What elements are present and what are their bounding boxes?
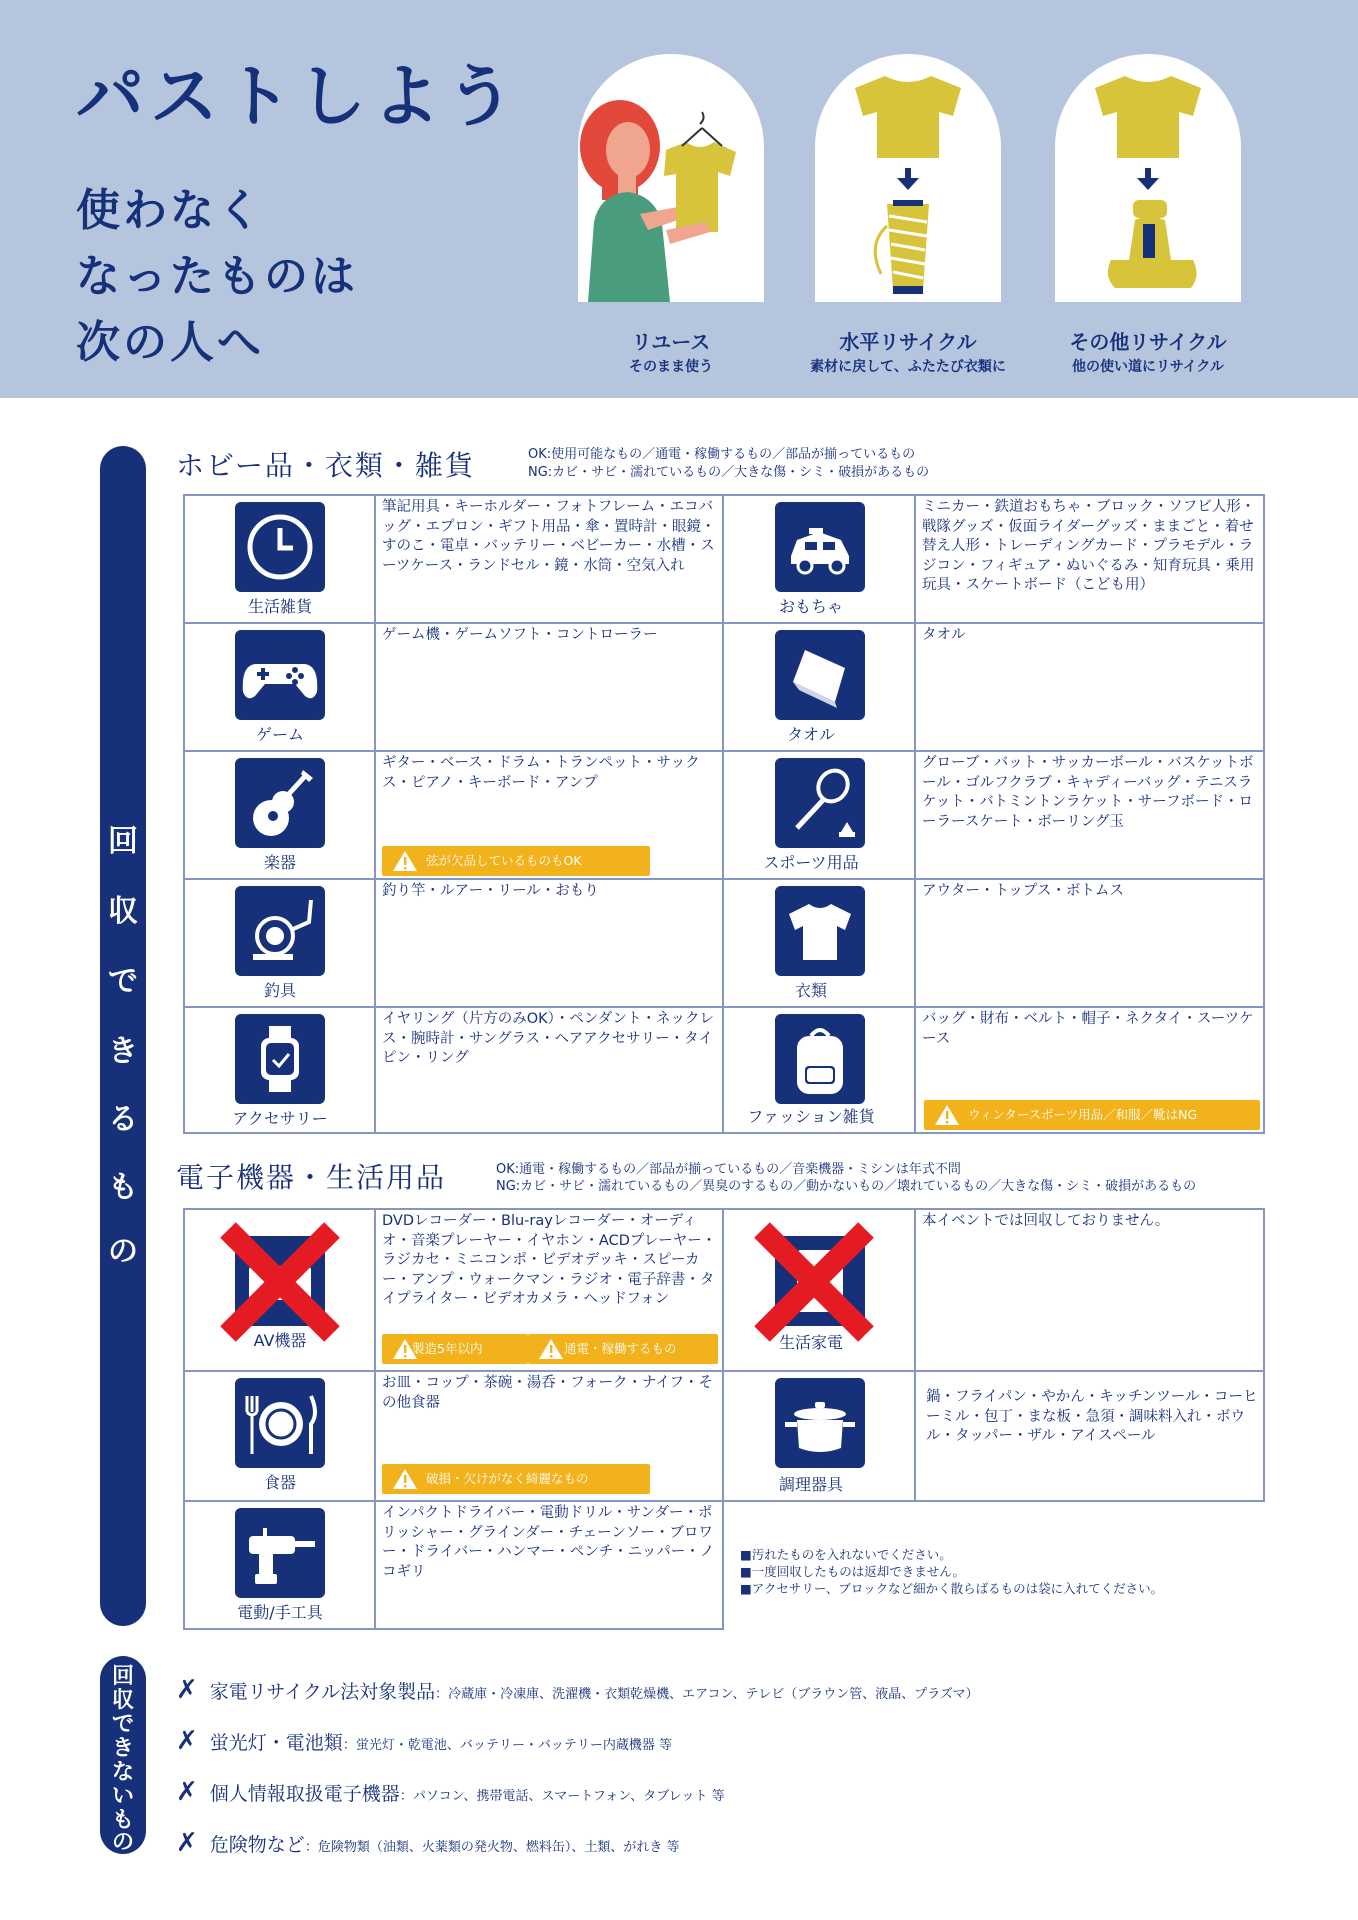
side-char: る [108, 1102, 138, 1137]
x-mark-icon: ✗ [176, 1675, 198, 1705]
not-collectable-item: ✗ 個人情報取扱電子機器：パソコン、携帯電話、スマートフォン、タブレット 等 [176, 1777, 725, 1807]
reuse-title: リユース [631, 330, 711, 354]
cross-mark-icon [752, 1220, 876, 1344]
item-desc: 本イベントでは回収しておりません。 [922, 1213, 1170, 1229]
clock-icon [235, 502, 325, 592]
warning-badge [924, 1100, 1260, 1130]
reuse-illustration [578, 54, 764, 302]
item-label: ファッション雑貨 [747, 1107, 875, 1126]
warning-text: 通電・稼働するもの [564, 1341, 677, 1356]
cross-mark-icon [218, 1220, 342, 1344]
shirt-to-car-seat-icon [1055, 54, 1241, 302]
warning-icon [538, 1338, 564, 1360]
side-char: も [108, 1170, 138, 1205]
warning-badge [528, 1334, 718, 1364]
page-subtitle [76, 178, 358, 376]
item-label: 調理器具 [778, 1475, 843, 1494]
side-char: で [108, 964, 138, 999]
note-line: ■アクセサリー、ブロックなど細かく散らばるものは袋に入れてください。 [740, 1581, 1164, 1596]
warning-text: 破損・欠けがなく綺麗なもの [426, 1471, 589, 1486]
side-char: も [111, 1808, 134, 1833]
item-desc: DVDレコーダー・Blu-rayレコーダー・オーディオ・音楽プレーヤー・イヤホン・ACDプレーヤー・ラジカセ・ミニコンポ・ビデオデッキ・スピーカー・アンプ・ウォークマン・ラジオ・電子辞書・タイプライター・ビデオカメラ・ヘッドフォン [382, 1213, 717, 1307]
subtitle-line: 使わなく [76, 185, 264, 236]
warning-text: ウィンタースポーツ用品／和服／靴はNG [968, 1107, 1198, 1122]
side-char: い [111, 1784, 134, 1809]
side-char: で [111, 1712, 134, 1737]
item-label: ゲーム [255, 725, 304, 744]
reuse-subtitle: そのまま使う [629, 359, 713, 375]
item-label: スポーツ用品 [763, 853, 859, 872]
tableware-icon [235, 1378, 325, 1468]
badminton-icon [775, 758, 865, 848]
item-label: おもちゃ [778, 597, 843, 616]
guitar-icon [235, 758, 325, 848]
item-desc: ミニカー・鉄道おもちゃ・ブロック・ソフビ人形・戦隊グッズ・仮面ライダーグッズ・ままごと・着せ替え人形・トレーディングカード・プラモデル・ラジコン・フィギュア・ぬいぐるみ・知育玩具・乗用玩具・スケートボード（こども用） [922, 499, 1256, 593]
section-hobby-ng: NG:カビ・サビ・濡れているもの／大きな傷・シミ・破損があるもの [528, 465, 930, 480]
other-recycle-illustration [1055, 54, 1241, 302]
side-char: 収 [111, 1688, 134, 1713]
section-electronics-title: 電子機器・生活用品 [176, 1161, 447, 1194]
section-electronics-ok: OK:通電・稼働するもの／部品が揃っているもの／音楽機器・ミシンは年式不問 [496, 1162, 961, 1177]
toy-car-icon [775, 502, 865, 592]
x-mark-icon: ✗ [176, 1828, 198, 1858]
item-label: 生活雑貨 [247, 597, 312, 616]
item-label: タオル [786, 725, 835, 744]
warning-badge [382, 1464, 650, 1494]
other-recycle-subtitle: 他の使い道にリサイクル [1071, 359, 1225, 375]
item-desc: 鍋・フライパン・やかん・キッチンツール・コーヒーミル・包丁・まな板・急須・調味料入れ・ボウル・タッパー・ザル・アイスペール [926, 1389, 1258, 1444]
warning-icon [934, 1104, 960, 1126]
side-char: の [111, 1830, 134, 1855]
other-recycle-title: その他リサイクル [1069, 330, 1227, 354]
woman-with-shirt-icon [578, 54, 764, 302]
section-hobby-title: ホビー品・衣類・雑貨 [176, 449, 475, 482]
item-desc: タオル [922, 627, 966, 643]
x-mark-icon: ✗ [176, 1726, 198, 1756]
side-char: な [111, 1760, 134, 1785]
item-label: 衣類 [794, 981, 827, 1000]
item-label: 食器 [263, 1473, 296, 1492]
side-char: 収 [108, 894, 138, 929]
notes-list [740, 1546, 1260, 1597]
not-collectable-item: ✗ 危険物など：危険物類（油類、火薬類の発火物、燃料缶）、土類、がれき 等 [176, 1828, 680, 1858]
not-collectable-item: ✗ 家電リサイクル法対象製品：冷蔵庫・冷凍庫、洗濯機・衣類乾燥機、エアコン、テレビ（ブラウン管、液晶、プラズマ） [176, 1675, 979, 1705]
warning-icon [392, 1468, 418, 1490]
item-label: 釣具 [263, 981, 296, 1000]
side-char: 回 [111, 1664, 134, 1689]
electronics-table [183, 1208, 1265, 1502]
warning-icon [392, 850, 418, 872]
item-label: アクセサリー [232, 1109, 328, 1128]
horizontal-recycle-title: 水平リサイクル [839, 330, 977, 354]
item-desc: ギター・ベース・ドラム・トランペット・サックス・ピアノ・キーボード・アンプ [382, 755, 700, 791]
item-desc: お皿・コップ・茶碗・湯呑・フォーク・ナイフ・その他食器 [382, 1375, 714, 1411]
warning-text: 弦が欠品しているものもOK [426, 853, 582, 868]
x-mark-icon: ✗ [176, 1777, 198, 1807]
header-banner [0, 0, 1358, 398]
subtitle-line: なったものは [76, 251, 358, 302]
item-desc: 筆記用具・キーホルダー・フォトフレーム・エコバッグ・エプロン・ギフト用品・傘・置時計・眼鏡・すのこ・電卓・バッテリー・ベビーカー・水槽・スーツケース・ランドセル・鏡・水筒・空気入れ [382, 499, 716, 574]
shirt-to-thread-icon [815, 54, 1001, 302]
side-char: の [108, 1234, 138, 1269]
warning-badge [382, 1334, 528, 1364]
item-label: 生活家電 [778, 1333, 843, 1352]
drill-icon [235, 1508, 325, 1598]
note-line: ■汚れたものを入れないでください。 [740, 1547, 952, 1562]
horizontal-recycle-illustration [815, 54, 1001, 302]
pot-icon [775, 1378, 865, 1468]
item-desc: グローブ・バット・サッカーボール・バスケットボール・ゴルフクラブ・キャディーバッグ・テニスラケット・バトミントンラケット・サーフボード・ローラースケート・ボーリング玉 [922, 755, 1254, 830]
item-label: AV機器 [253, 1331, 307, 1350]
item-label: 楽器 [263, 853, 296, 872]
warning-badge [382, 846, 650, 876]
subtitle-line: 次の人へ [76, 317, 264, 368]
section-electronics-ng: NG:カビ・サビ・濡れているもの／異臭のするもの／動かないもの／壊れているもの／大きな傷・シミ・破損があるもの [496, 1179, 1197, 1194]
side-char: 回 [108, 824, 138, 859]
warning-text: 製造5年以内 [412, 1341, 483, 1356]
side-char: き [111, 1736, 134, 1761]
item-label: 電動/手工具 [237, 1603, 323, 1622]
side-char: き [108, 1034, 138, 1069]
item-desc: ゲーム機・ゲームソフト・コントローラー [382, 627, 658, 643]
section-hobby-ok: OK:使用可能なもの／通電・稼働するもの／部品が揃っているもの [528, 447, 916, 462]
gamepad-icon [235, 630, 325, 720]
item-desc: アウター・トップス・ボトムス [922, 883, 1124, 899]
not-collectable-item: ✗ 蛍光灯・電池類：蛍光灯・乾電池、バッテリー・バッテリー内蔵機器 等 [176, 1726, 672, 1756]
item-desc: インパクトドライバー・電動ドリル・サンダー・ポリッシャー・グラインダー・チェーンソー・ブロワー・ドライバー・ハンマー・ペンチ・ニッパー・ノコギリ [382, 1505, 715, 1580]
backpack-icon [775, 1014, 865, 1104]
item-desc: 釣り竿・ルアー・リール・おもり [382, 883, 599, 899]
page-title: パストしよう [76, 58, 521, 137]
item-desc: バッグ・財布・ベルト・帽子・ネクタイ・スーツケース [922, 1011, 1254, 1047]
fishing-reel-icon [235, 886, 325, 976]
towel-icon [775, 630, 865, 720]
smartwatch-icon [235, 1014, 325, 1104]
tshirt-icon [775, 886, 865, 976]
item-desc: イヤリング（片方のみOK）・ペンダント・ネックレス・腕時計・サングラス・ヘアアクセサリー・タイピン・リング [382, 1011, 714, 1066]
note-line: ■一度回収したものは返却できません。 [740, 1564, 966, 1579]
horizontal-recycle-subtitle: 素材に戻して、ふたたび衣類に [810, 359, 1006, 375]
